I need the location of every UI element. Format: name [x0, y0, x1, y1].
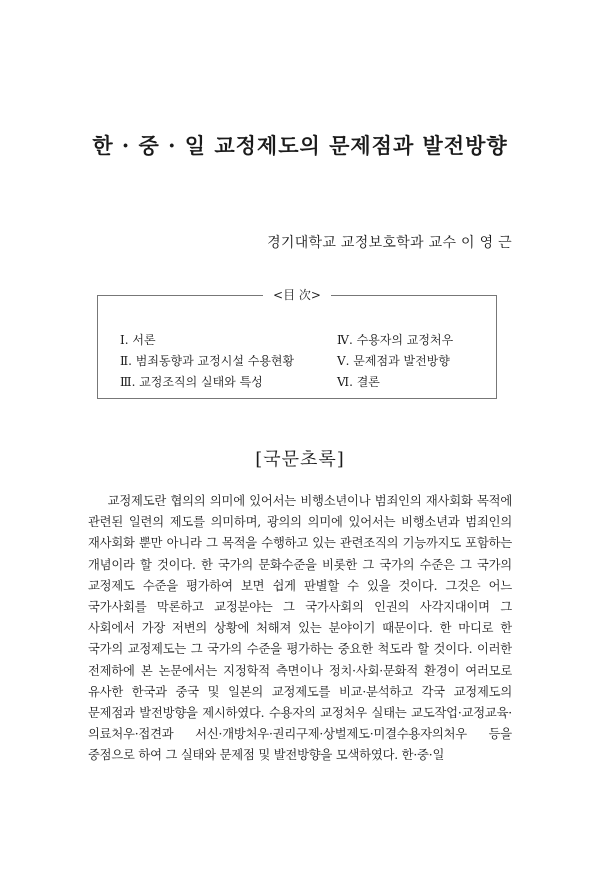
- toc-item-5: Ⅴ. 문제점과 발전방향: [337, 354, 450, 368]
- author-affiliation: 경기대학교 교정보호학과 교수 이 영 근: [267, 235, 512, 251]
- table-of-contents: [97, 288, 497, 399]
- toc-column-right: [337, 330, 453, 393]
- toc-column-left: [120, 330, 294, 393]
- paper-title: 한 · 중 · 일 교정제도의 문제점과 발전방향: [92, 133, 508, 158]
- toc-item-4: Ⅳ. 수용자의 교정처우: [337, 333, 454, 347]
- toc-item-3: Ⅲ. 교정조직의 실태와 특성: [120, 375, 263, 389]
- toc-item-2: Ⅱ. 범죄동향과 교정시설 수용현황: [120, 354, 295, 368]
- abstract-body: 교정제도란 협의의 의미에 있어서는 비행소년이나 범죄인의 재사회화 목적에 관련된 일련의 제도를 의미하며, 광의의 의미에 있어서는 비행소년과 범죄인의 재사회화 뿐만 아니라 그 목적을 수행하고 있는 관련조직의 기능까지도 포함하는 개념이라 할 것이다. 한 국가의 문화수준을 비롯한 그 국가의 수준은 그 국가의 교정제도 수준을 평가하여 보면 쉽게 판별할 수 있을 것이다. 그것은 어느 국가사회를 막론하고 교정분야는 그 국가사회의 인권의 사각지대이며 그 사회에서 가장 저변의 상황에 처해져 있는 분야이기 때문이다. 한 마디로 한 국가의 교정제도는 그 국가의 수준을 평가하는 중요한 척도라 할 것이다. 이러한 전제하에 본 논문에서는 지정학적 측면이나 정치·사회·문화적 환경이 여러모로 유사한 한국과 중국 및 일본의 교정제도를 비교·분석하고 각국 교정제도의 문제점과 발전방향을 제시하였다. 수용자의 교정처우 실태는 교도작업·교정교육·의료처우·접견과 서신·개방처우·권리구제·상벌제도·미결수용자의처우 등을 중점으로 하여 그 실태와 문제점 및 발전방향을 모색하였다. 한·중·일: [88, 494, 512, 763]
- toc-item-6: Ⅵ. 결론: [337, 375, 380, 389]
- abstract-heading: [국문초록]: [255, 449, 345, 470]
- toc-heading: [98, 287, 496, 303]
- toc-item-1: Ⅰ. 서론: [120, 333, 156, 347]
- toc-heading-label: <目 次>: [263, 288, 331, 302]
